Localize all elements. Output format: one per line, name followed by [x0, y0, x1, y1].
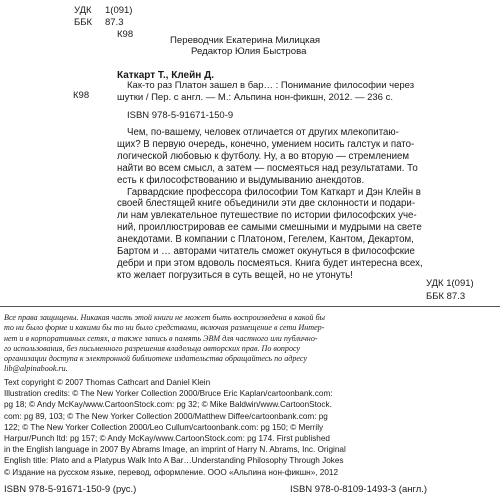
annotation-line: Бартом и … авторами читатель сможет окунуться в философские [117, 246, 415, 258]
copyright-line: in the English language in 2007 By Abrams Image, an imprint of Harry N. Abrams, Inc. Original [4, 445, 346, 455]
copyright-line: 122; © The New Yorker Collection 2000/Leo Cullum/cartoonbank.com: pg 150; © Merrily [4, 422, 324, 432]
annotation-line: Гарвардские профессора философии Том Каткарт и Дэн Клейн в [127, 186, 421, 198]
bib-code: К98 [73, 90, 90, 101]
copyright-line: Illustration credits: © The New Yorker Collection 2000/Bruce Eric Kaplan/cartoonbank.com: [4, 389, 333, 399]
author-code-top: К98 [117, 29, 134, 40]
bib-desc-line: Как-то раз Платон зашел в бар… : Понимание философии через [127, 80, 415, 91]
bbk-label: ББК [74, 17, 93, 28]
bib-authors: Каткарт Т., Клейн Д. [117, 70, 214, 81]
copyright-line: pg 18; © Andy McKay/www.CartoonStock.com: pg 32; © Mike Baldwin/www.CartoonStock. [4, 400, 332, 410]
annotation-line: ли нам увлекательное путешествие по истории философских уче- [117, 210, 417, 222]
rights-line: lib@alpinabook.ru. [4, 364, 68, 374]
annotation-line: своей блестящей книге объединили эти две склонности и подари- [117, 198, 416, 210]
annotation-line: есть к философствованию и выдумыванию анекдотов. [117, 174, 365, 186]
bib-description [117, 80, 415, 104]
bbk-bottom: ББК 87.3 [426, 291, 466, 302]
bbk-value: 87.3 [105, 17, 124, 28]
copyright-block [4, 377, 346, 478]
rights-line: то ни было форме и какими бы то ни было средствами, включая размещение в сети Интер- [4, 323, 325, 333]
translator-credit: Переводчик Екатерина Милицкая [170, 35, 321, 46]
copyright-line: English title: Plato and a Platypus Walk Into A Bar…Understanding Philosophy Through Jokes [4, 456, 344, 466]
copyright-line: Harpur/Punch ltd: pg 157; © Andy McKay/www.CartoonStock.com: pg 174. First published [4, 434, 330, 444]
annotation-line: найти во всем смысл, а затем — посмеяться над результатами. То [117, 162, 418, 174]
bib-desc-line: шутки / Пер. с англ. — М.: Альпина нон-фикшн, 2012. — 236 с. [117, 92, 393, 103]
divider [0, 306, 500, 307]
annotation-line: щих? В первую очередь, конечно, умением носить галстук и пато- [117, 138, 415, 150]
annotation-line: анекдотами. В компании с Платоном, Гегелем, Кантом, Декартом, [117, 234, 414, 246]
copyright-line: © Издание на русском языке, перевод, оформление. ООО «Альпина нон-фикшн», 2012 [4, 467, 339, 477]
udk-label: УДК [74, 5, 92, 16]
rights-line: нет и в корпоративных сетях, а также запись в память ЭВМ для частного или публично- [4, 333, 318, 343]
editor-credit: Редактор Юлия Быстрова [191, 46, 307, 57]
udk-bottom: УДК 1(091) [426, 278, 474, 289]
isbn-russian: ISBN 978-5-91671-150-9 (рус.) [4, 484, 137, 495]
udk-value: 1(091) [105, 5, 133, 16]
annotation-line: кто желает погрузиться в суть вещей, но не утонуть! [117, 269, 353, 281]
isbn-english: ISBN 978-0-8109-1493-3 (англ.) [290, 484, 428, 495]
annotation-line: Чем, по-вашему, человек отличается от других млекопитаю- [127, 127, 399, 138]
rights-line: Все права защищены. Никакая часть этой книги не может быть воспроизведена в какой бы [4, 313, 326, 322]
copyright-line: Text copyright © 2007 Thomas Cathcart and Daniel Klein [4, 378, 211, 387]
annotation-line: ний, проиллюстрировав ее самыми смешными и мудрыми на свете [117, 222, 422, 234]
annotation-line: логической любовью к футболу. Ну, а во вторую — стремлением [117, 150, 410, 162]
bib-isbn: ISBN 978-5-91671-150-9 [127, 110, 234, 121]
rights-line: го использования, без письменного разрешения владельца авторских прав. По вопросу [4, 343, 301, 353]
annotation [117, 127, 449, 282]
rights-notice [4, 313, 325, 375]
rights-line: организации доступа к электронной библиотеке издательства обращайтесь по адресу [4, 354, 308, 364]
annotation-line: дебри и при этом вдоволь посмеяться. Книга будет интересна всех, [117, 257, 423, 269]
copyright-line: com: pg 89, 103; © The New Yorker Collection 2000/Matthew Diffee/cartoonbank.com: pg [4, 411, 328, 421]
